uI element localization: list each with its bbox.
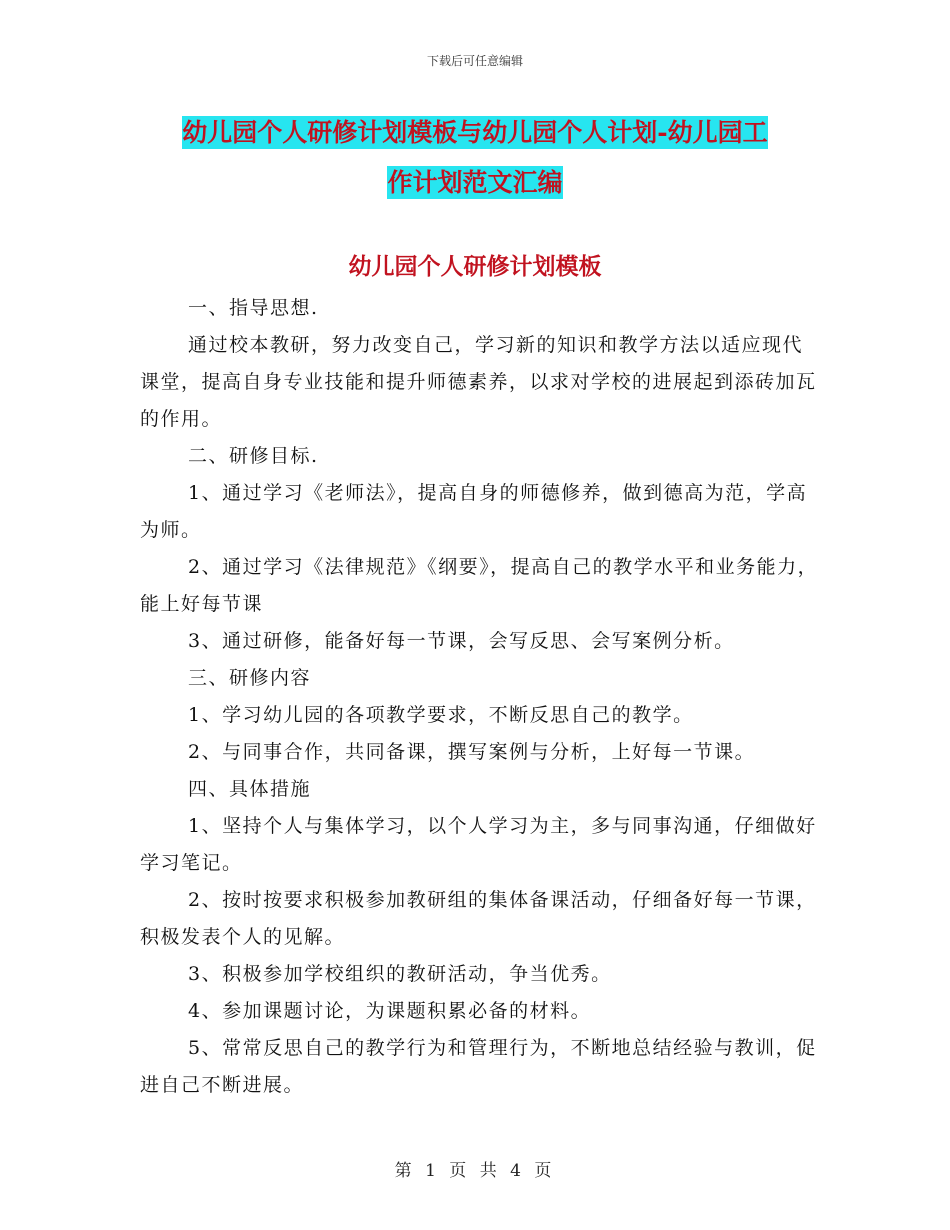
paragraph: 一、指导思想. bbox=[188, 297, 319, 319]
paragraph: 三、研修内容 bbox=[188, 667, 312, 689]
paragraph: 二、研修目标. bbox=[188, 445, 319, 467]
paragraph: 1、坚持个人与集体学习，以个人学习为主，多与同事沟通，仔细做好学习笔记。 bbox=[140, 815, 817, 874]
paragraph: 2、按时按要求积极参加教研组的集体备课活动，仔细备好每一节课，积极发表个人的见解。 bbox=[140, 889, 817, 948]
paragraph: 四、具体措施 bbox=[188, 778, 312, 800]
page-footer: 第 1 页 共 4 页 bbox=[394, 1161, 556, 1181]
paragraph: 1、学习幼儿园的各项教学要求，不断反思自己的教学。 bbox=[188, 704, 694, 726]
title-line-1: 幼儿园个人研修计划模板与幼儿园个人计划-幼儿园工 bbox=[182, 118, 768, 147]
document-body bbox=[140, 290, 820, 1104]
paragraph: 2、通过学习《法律规范》《纲要》，提高自己的教学水平和业务能力，能上好每节课 bbox=[140, 556, 819, 615]
section-title: 幼儿园个人研修计划模板 bbox=[348, 253, 602, 280]
paragraph: 3、积极参加学校组织的教研活动，争当优秀。 bbox=[188, 963, 612, 985]
paragraph: 通过校本教研，努力改变自己，学习新的知识和教学方法以适应现代课堂，提高自身专业技能和提升师德素养，以求对学校的进展起到添砖加瓦的作用。 bbox=[140, 334, 817, 430]
paragraph: 1、通过学习《老师法》，提高自身的师德修养，做到德高为范，学高为师。 bbox=[140, 482, 808, 541]
document-title bbox=[0, 108, 950, 208]
paragraph: 2、与同事合作，共同备课，撰写案例与分析，上好每一节课。 bbox=[188, 741, 756, 763]
paragraph: 4、参加课题讨论，为课题积累必备的材料。 bbox=[188, 1000, 592, 1022]
paragraph: 5、常常反思自己的教学行为和管理行为，不断地总结经验与教训，促进自己不断进展。 bbox=[140, 1037, 817, 1096]
page-header: 下载后可任意编辑 bbox=[426, 54, 523, 68]
paragraph: 3、通过研修，能备好每一节课，会写反思、会写案例分析。 bbox=[188, 630, 735, 652]
title-line-2: 作计划范文汇编 bbox=[387, 168, 563, 197]
